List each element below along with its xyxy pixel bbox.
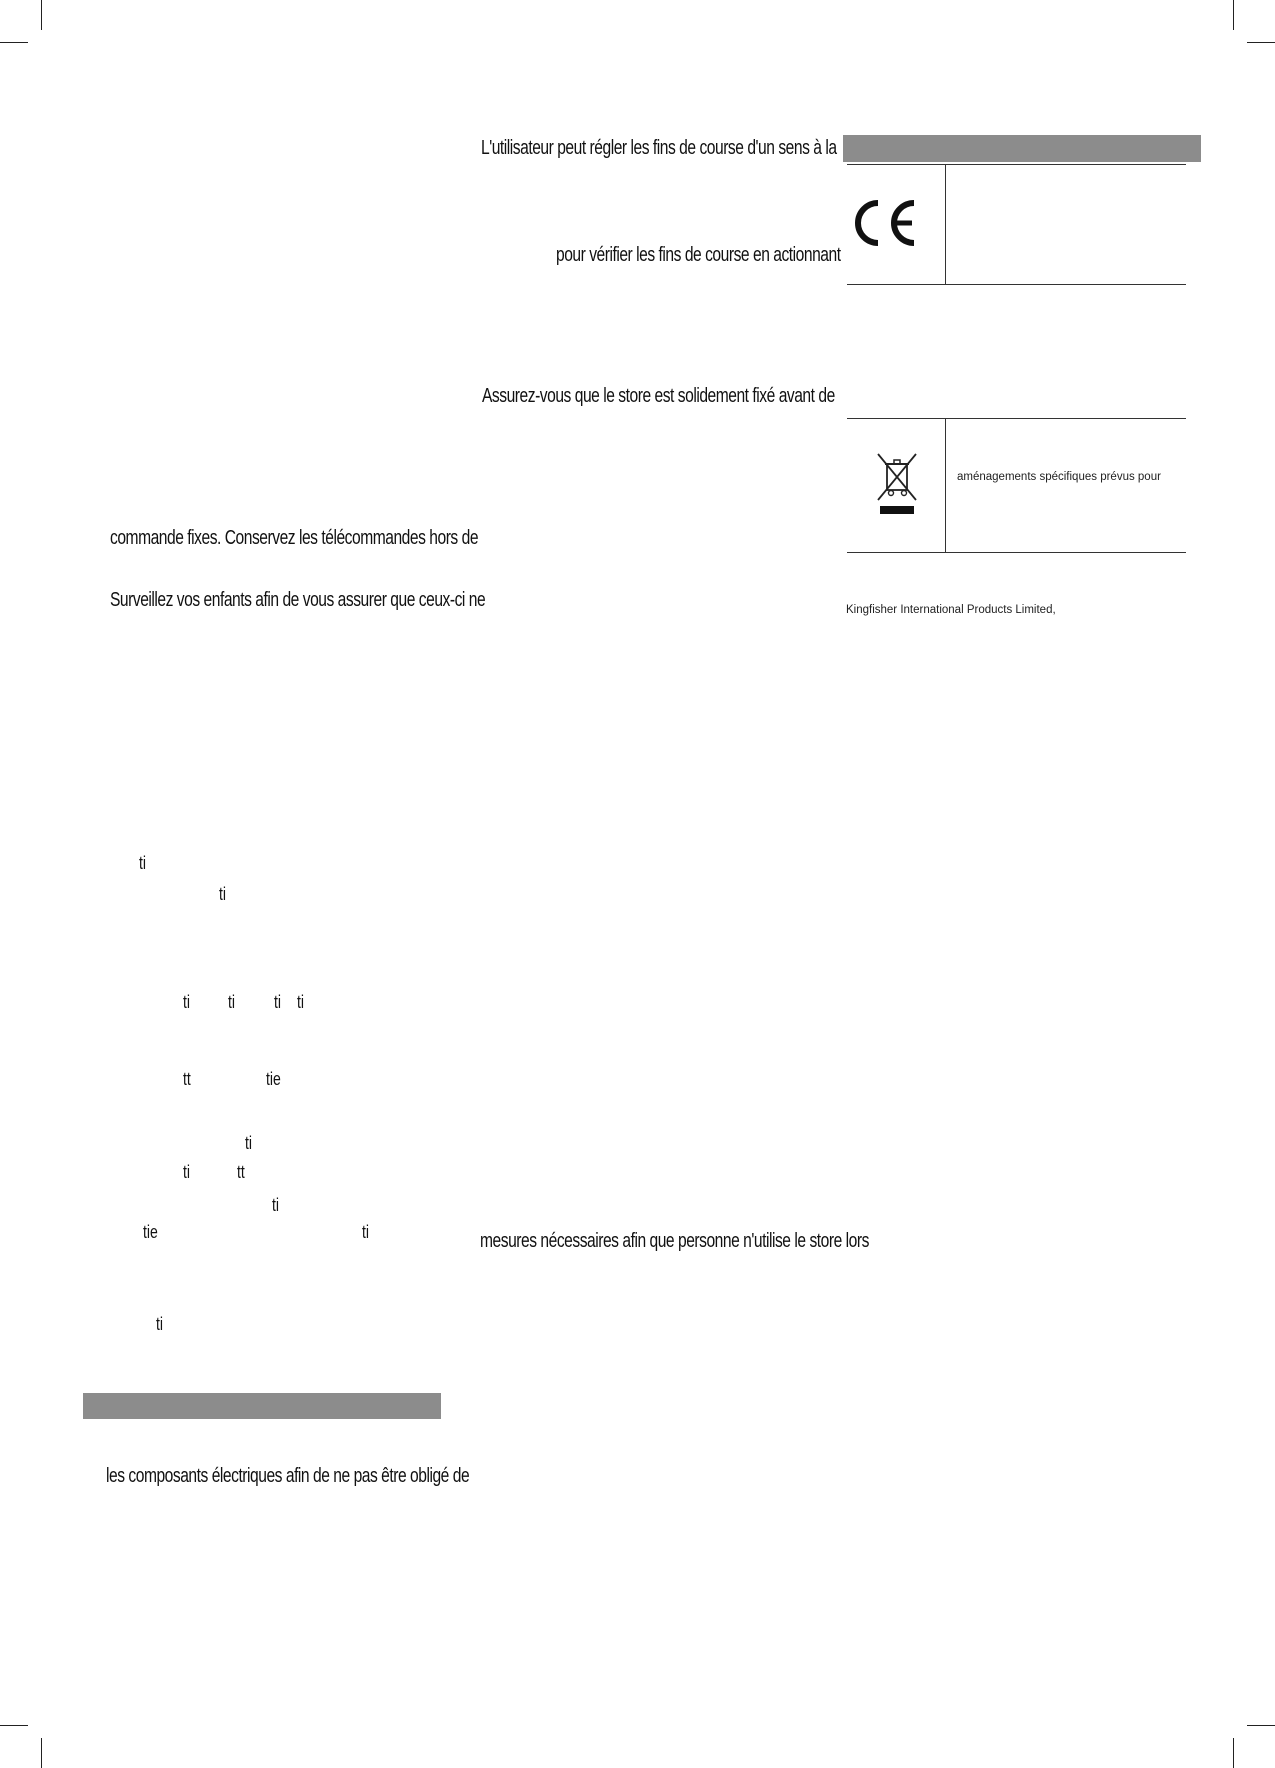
crop-mark: [41, 0, 42, 30]
measures-text: mesures nécessaires afin que personne n'utilise le store lors: [480, 1230, 869, 1252]
fixed-controls-text: commande fixes. Conservez les télécommandes hors de: [110, 527, 479, 549]
ligature-fragment: ti: [272, 1195, 280, 1215]
ligature-fragment: ti: [245, 1133, 253, 1153]
table-border: [847, 284, 1186, 285]
ligature-fragment: ti: [139, 853, 147, 873]
ligature-fragment: tt: [237, 1162, 245, 1182]
ligature-fragment: ti: [274, 992, 282, 1012]
crop-mark: [1233, 0, 1234, 30]
section-header-bar: [843, 135, 1201, 162]
crop-mark: [0, 42, 28, 43]
crop-mark: [0, 1725, 28, 1726]
ce-mark-icon: [850, 197, 920, 249]
table-divider: [945, 164, 946, 284]
watch-children-text: Surveillez vos enfants afin de vous assurer que ceux-ci ne: [110, 589, 486, 611]
crop-mark: [1247, 1725, 1275, 1726]
table-divider: [945, 418, 946, 552]
ligature-fragment: ti: [362, 1222, 370, 1242]
ligature-fragment: tt: [183, 1069, 191, 1089]
crop-mark: [1247, 42, 1275, 43]
table-border: [847, 418, 1186, 419]
section-header-bar: [83, 1393, 441, 1419]
crop-mark: [1233, 1738, 1234, 1768]
company-name: Kingfisher International Products Limited,: [846, 604, 1056, 616]
table-border: [847, 552, 1186, 553]
ligature-fragment: ti: [219, 884, 227, 904]
limits-adjust-text: L'utilisateur peut régler les fins de course d'un sens à la: [481, 137, 837, 159]
crop-mark: [41, 1738, 42, 1768]
electrical-parts-text: les composants électriques afin de ne pas être obligé de: [106, 1465, 470, 1487]
ligature-fragment: ti: [183, 992, 191, 1012]
weee-bin-icon: [875, 452, 919, 518]
ligature-fragment: ti: [297, 992, 305, 1012]
ligature-fragment: ti: [156, 1314, 164, 1334]
ligature-fragment: tie: [143, 1222, 158, 1242]
ensure-fixed-text: Assurez-vous que le store est solidement fixé avant de: [482, 385, 835, 407]
ligature-fragment: tie: [266, 1069, 281, 1089]
verify-limits-text: pour vérifier les fins de course en actionnant: [556, 244, 841, 266]
ligature-fragment: ti: [183, 1162, 191, 1182]
table-border: [847, 164, 1186, 165]
weee-text: aménagements spécifiques prévus pour: [957, 471, 1161, 483]
ligature-fragment: ti: [228, 992, 236, 1012]
